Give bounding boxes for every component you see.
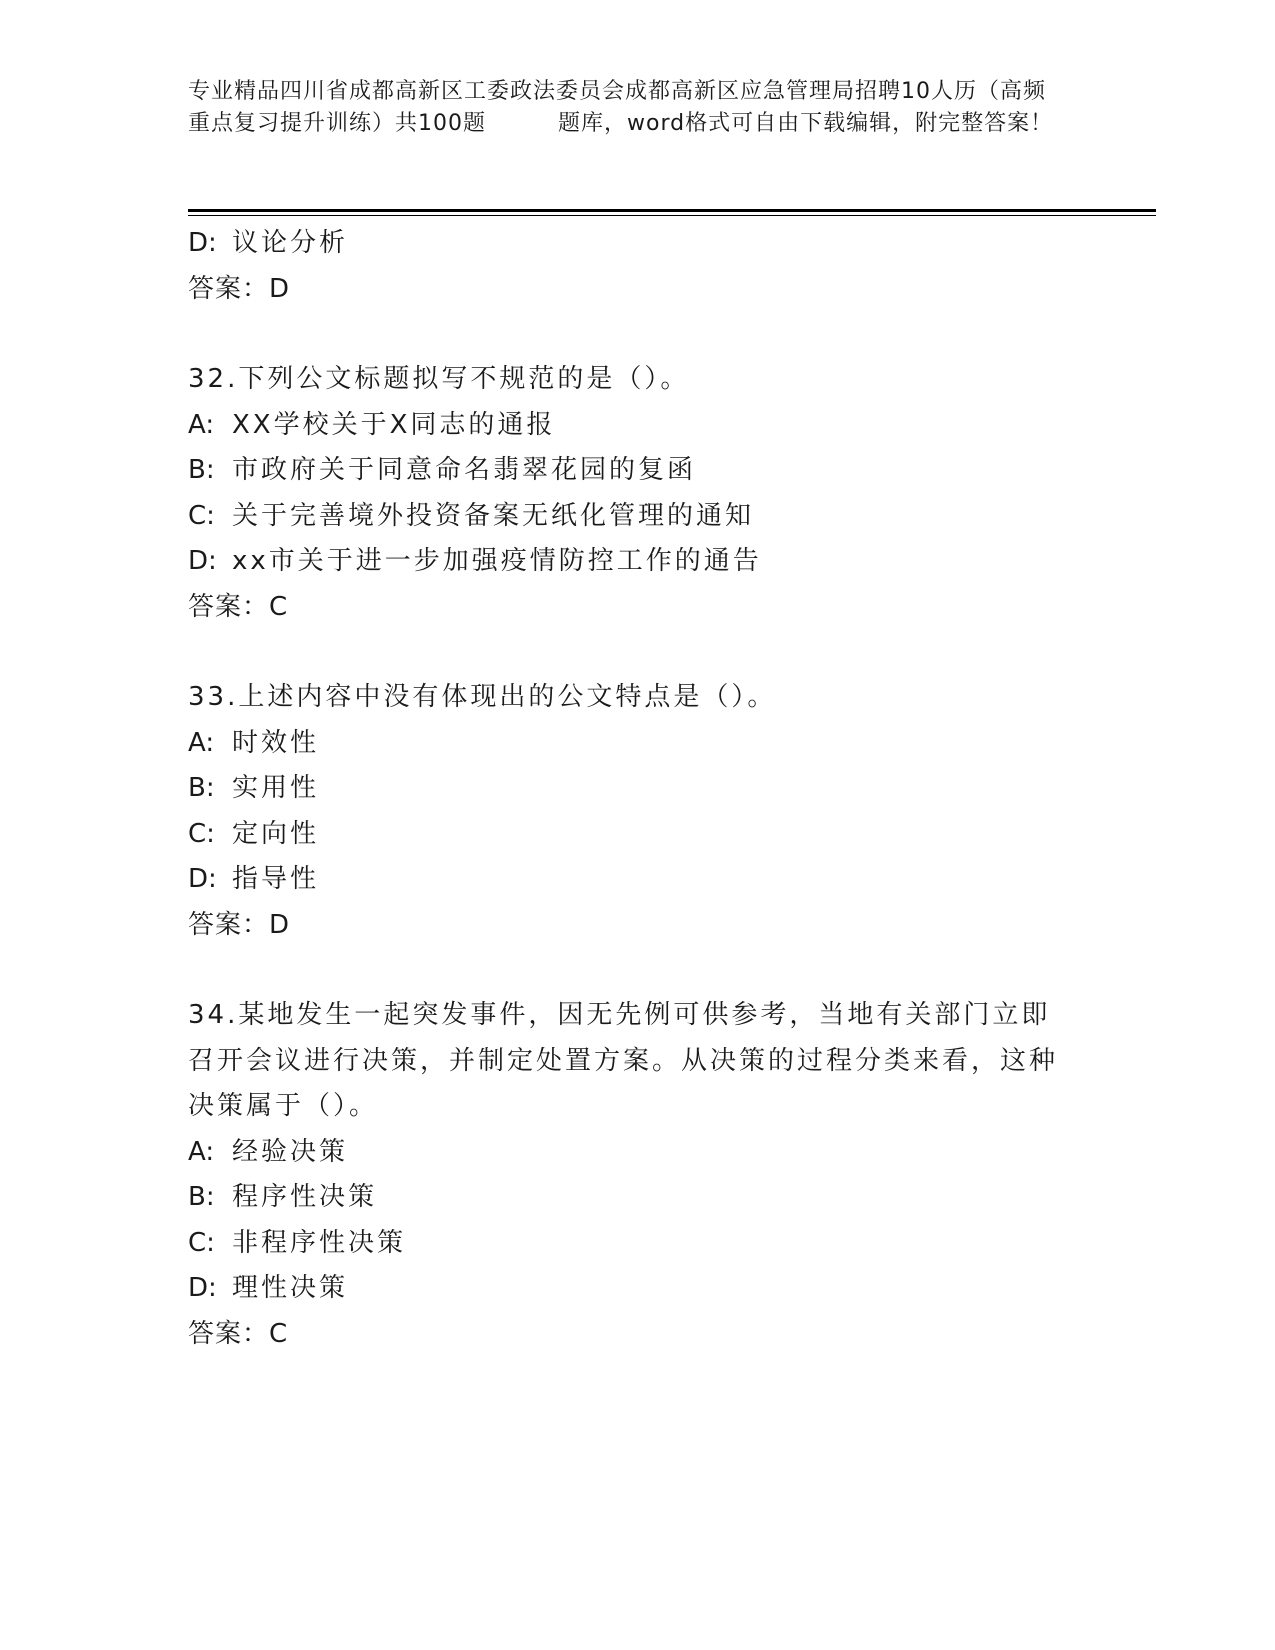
option-text: 程序性决策: [232, 1182, 378, 1212]
answer-value: D: [269, 909, 293, 940]
option-b: [188, 448, 1088, 494]
option-d: [188, 857, 1088, 903]
option-label: D:: [188, 864, 217, 894]
answer-line: [188, 903, 1088, 949]
header-title-part2: 题库，word格式可自由下载编辑，附完整答案！: [558, 111, 1054, 136]
answer-value: D: [269, 273, 293, 304]
option-label: A:: [188, 727, 215, 758]
option-text: xx市关于进一步加强疫情防控工作的通告: [232, 546, 762, 576]
option-label: C:: [188, 1227, 215, 1258]
answer-label: 答案：: [188, 591, 270, 622]
option-text: 经验决策: [232, 1136, 349, 1167]
document-body: [188, 221, 1088, 1357]
option-label: B:: [188, 1182, 215, 1212]
option-text: 理性决策: [232, 1273, 349, 1303]
question-stem: 32.下列公文标题拟写不规范的是（）。: [188, 364, 690, 394]
option-text: XX学校关于X同志的通报: [232, 409, 556, 440]
option-d: [188, 221, 1088, 267]
option-b: [188, 1175, 1088, 1221]
answer-label: 答案：: [188, 273, 270, 304]
option-text: 市政府关于同意命名翡翠花园的复函: [232, 455, 697, 485]
option-label: B:: [188, 773, 215, 803]
question-stem: 33.上述内容中没有体现出的公文特点是（）。: [188, 682, 777, 712]
option-text: 议论分析: [232, 228, 349, 258]
option-a: [188, 403, 1088, 449]
option-text: 指导性: [232, 864, 320, 894]
option-label: B:: [188, 455, 215, 485]
question-stem: 34.某地发生一起突发事件，因无先例可供参考，当地有关部门立即召开会议进行决策，并制定处置方案。从决策的过程分类来看，这种决策属于（）。: [188, 1000, 1059, 1121]
header-title-part1: 专业精品四川省成都高新区工委政法委员会成都高新区应急管理局招聘10人历（高频重点复习提升训练）共100题: [188, 79, 1046, 136]
option-label: C:: [188, 500, 215, 531]
answer-line: [188, 267, 1088, 313]
option-label: D:: [188, 546, 217, 576]
option-a: [188, 1130, 1088, 1176]
option-text: 关于完善境外投资备案无纸化管理的通知: [232, 500, 755, 531]
option-text: 定向性: [232, 818, 320, 849]
option-label: C:: [188, 818, 215, 849]
option-c: [188, 1221, 1088, 1267]
question-33: [188, 675, 1088, 948]
option-c: [188, 494, 1088, 540]
option-label: D:: [188, 1273, 217, 1303]
option-text: 时效性: [232, 727, 320, 758]
option-label: A:: [188, 1136, 215, 1167]
answer-line: [188, 585, 1088, 631]
question-34: [188, 993, 1088, 1357]
option-label: D:: [188, 228, 217, 258]
option-text: 非程序性决策: [232, 1227, 407, 1258]
question-32: [188, 357, 1088, 630]
answer-label: 答案：: [188, 1318, 270, 1349]
document-header: [188, 76, 1068, 140]
option-d: [188, 539, 1088, 585]
answer-value: C: [269, 1318, 291, 1349]
answer-line: [188, 1312, 1088, 1358]
carryover-block: [188, 221, 1088, 312]
option-d: [188, 1266, 1088, 1312]
option-label: A:: [188, 409, 215, 440]
option-text: 实用性: [232, 773, 320, 803]
option-b: [188, 766, 1088, 812]
header-rule-thick: [188, 209, 1156, 212]
answer-label: 答案：: [188, 909, 270, 940]
answer-value: C: [269, 591, 291, 622]
option-c: [188, 812, 1088, 858]
option-a: [188, 721, 1088, 767]
header-rule-thin: [188, 215, 1156, 216]
